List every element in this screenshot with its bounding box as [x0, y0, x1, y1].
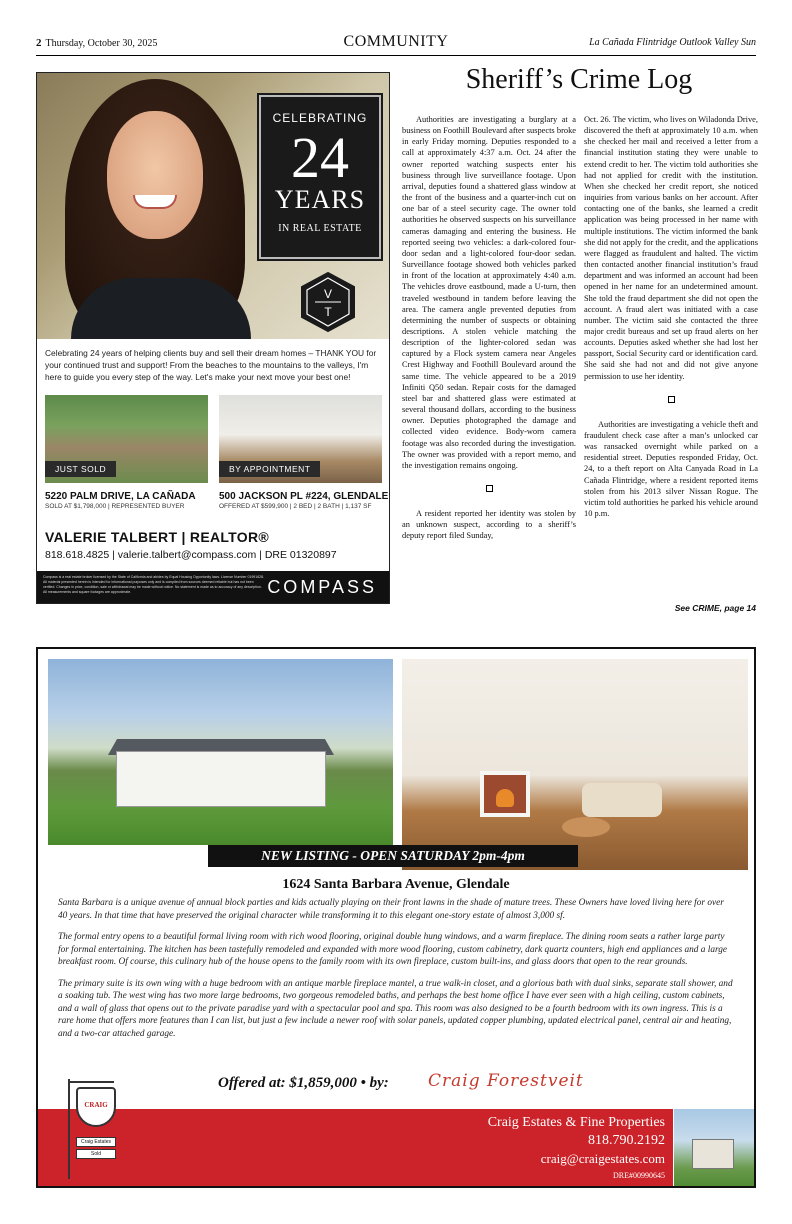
continued-jump: See CRIME, page 14: [674, 603, 756, 613]
section-name: COMMUNITY: [343, 33, 449, 50]
sold-address: 5220 PALM DRIVE, LA CAÑADA: [45, 491, 196, 502]
sign-post: [68, 1079, 70, 1179]
listing-description: [58, 897, 734, 1049]
description-paragraph: Santa Barbara is a unique avenue of annual block parties and kids actually playing on their front lawns in the shade of mature trees. These Owners have loved living here for over 40 years. In that time that have preserved the original character while transforming it to this elegant one-story estate of almost 3,000 sf.: [58, 898, 724, 921]
legal-fine-print: Compass is a real estate broker licensed by the State of California and abides by Equal Housing Opportunity laws. License Number 01991628. All material presented herein is intended for informational purposes only and is compiled from sources deemed reliable but has not been verified. Changes in price, condition, sale or withdrawal may be made without notice. No statement is made as to accuracy of any description. All measurements and square footages are approximate.: [43, 575, 265, 594]
logo-letter-t: T: [324, 305, 332, 319]
agent-contact: 818.618.4825 | valerie.talbert@compass.com | DRE 01320897: [45, 549, 337, 561]
thumbnail-house: [692, 1139, 734, 1169]
agent-name: VALERIE TALBERT | REALTOR®: [45, 529, 269, 545]
company-dre: DRE#00990645: [613, 1171, 665, 1180]
house-thumbnail-photo: [674, 1109, 754, 1188]
living-room-photo: [402, 659, 748, 870]
open-house-banner: NEW LISTING - OPEN SATURDAY 2pm-4pm: [208, 845, 578, 867]
agent-face: [107, 111, 203, 239]
listing-address: 1624 Santa Barbara Avenue, Glendale: [282, 877, 510, 892]
just-sold-tag: JUST SOLD: [45, 461, 116, 477]
compass-footer: [37, 571, 389, 603]
sold-house-photo: [45, 395, 208, 483]
article-column-2: [584, 114, 758, 519]
badge-number: 24: [291, 125, 349, 190]
agent-blurb: Celebrating 24 years of helping clients buy and sell their dream homes – THANK YOU for your continued trust and support! From the beaches to the mountains to the valleys, I'm here to guide you every step of the way. Let's make your next move your best one!: [45, 348, 377, 382]
appointment-address: 500 JACKSON PL #224, GLENDALE: [219, 491, 389, 502]
article-paragraph: Authorities are investigating a burglary at a business on Foothill Boulevard after suspects broke in early Friday morning. Deputies responded to a call at approximately 4:37 a.m. Oct. 24 after the owner reported watching suspects enter his business through live surveillance footage. Upon arrival, deputies found a shattered glass window at the front of the business and a quarter-inch cut on one bar of a steel security cage. The owner told authorities he observed suspects on his surveillance cameras damaging and entering the business. He reported seeing two vehicles: a dark-colored four-door sedan and a light-colored four-door sedan. Surveillance footage showed both vehicles parked in front of the location at approximately 4:40 a.m. The vehicles drove eastbound, made a U-turn, then traveled westbound in tandem before leaving the area. The camera angle prevented deputies from determining the number of suspects or obtaining descriptions. A stolen vehicle matching the description of the lighter-colored sedan was captured by a Flock system camera near Angeles Crest Highway and Foothill Boulevard around the same time. The vehicle appeared to be a 2019 Infiniti Q50 sedan. Repair costs for the damaged steel bar and shattered glass were estimated at several thousand dollars, according to the business owner. Deputies photographed the damage and collected video evidence. Body-worn camera footage was also recorded during the investigation. The owner was provided with a report memo, and the investigation remains ongoing.: [402, 115, 576, 470]
compass-logo: COMPASS: [267, 577, 377, 597]
sofa: [582, 783, 662, 817]
article-paragraph: Authorities are investigating a vehicle theft and fraudulent check case after a man’s unlocked car was ransacked overnight while parked on a residential street. Deputies responded Friday, Oct. 24, to a theft report on Alta Canyada Road in La Cañada Flintridge, where a resident reported items stolen from his 2013 silver Nissan Rogue. The victim told authorities he parked his vehicle around 10 p.m.: [584, 419, 758, 518]
badge-celebrating: CELEBRATING: [272, 111, 368, 125]
article-column-1: [402, 114, 576, 541]
badge-years: YEARS: [274, 185, 366, 214]
house-facade: [116, 751, 326, 807]
section-divider-box: [486, 485, 493, 492]
badge-subtitle: IN REAL ESTATE: [278, 223, 362, 234]
paper-name: La Cañada Flintridge Outlook Valley Sun: [589, 37, 756, 48]
years-badge: [259, 95, 381, 259]
issue-date: Thursday, October 30, 2025: [45, 38, 158, 49]
sold-details: SOLD AT $1,798,000 | REPRESENTED BUYER: [45, 503, 185, 510]
article-paragraph: Oct. 26. The victim, who lives on Wiladonda Drive, discovered the theft at approximately 10 a.m. when she checked her mail and received a letter from a financial institution stating they were unable to extend credit to her. The victim told authorities she had not applied for credit with the institution. When she checked her credit report, she noticed inquiries from various banks on her account. After contacting one of the banks, she learned a credit application was being processed in her name with multiple institutions. The victim informed the bank she did not apply for the credit, and the applications were flagged as fraudulent and halted. The victim then contacted another financial institution’s fraud department and was informed an account had been opened in her name for an undetermined amount. She told the fraud department she did not open the account. A fraud alert was initiated with a case number. The victim said she contacted the three major credit bureaus and set up fraud alerts on her accounts. Deputies asked whether she had lost her passport, Social Security card or identification card. She said she had not and did not give anyone permission to use her identity.: [584, 115, 758, 381]
company-phone: 818.790.2192: [588, 1133, 665, 1148]
house-exterior-photo: [48, 659, 393, 845]
appointment-house-photo: [219, 395, 382, 483]
agent-signature: Craig Forestveit: [428, 1071, 584, 1091]
sign-arm: [68, 1081, 114, 1083]
page-number: 2: [36, 37, 42, 49]
fireplace: [480, 771, 530, 817]
sign-plate: Craig Estates: [76, 1137, 116, 1147]
description-paragraph: The formal entry opens to a beautiful formal living room with rich wood flooring, original double hung windows, and a warm fireplace. The dining room seats a rather large party for formal entertaining. The kitchen has been tastefully remodeled and expanded with more wood flooring, custom cabinetry, dark quartz counters, high end appliances and a large breakfast room. Of course, this culinary hub of the house opens to the family room with its own fireplace, custom built-ins, and glass doors that open to the rear grounds.: [58, 932, 728, 967]
company-email: craig@craigestates.com: [540, 1151, 665, 1166]
appointment-tag: BY APPOINTMENT: [219, 461, 320, 477]
article-title: Sheriff’s Crime Log: [465, 64, 693, 95]
coffee-table: [562, 817, 610, 837]
appointment-details: OFFERED AT $599,900 | 2 BED | 2 BATH | 1,137 SF: [219, 503, 372, 510]
article-paragraph: A resident reported her identity was stolen by an unknown suspect, according to a sheriff’s deputy report filed Sunday,: [402, 509, 576, 541]
logo-letter-v: V: [323, 287, 333, 301]
description-paragraph: The primary suite is its own wing with a huge bedroom with an antique marble fireplace mantel, a true walk-in closet, and a glorious bath with dual sinks, separate stall shower, and a soaking tub. The west wing has two more large bedrooms, two gorgeous remodeled baths, and perhaps the best home office I have ever seen with a high ceiling, custom cabinets, and a wall of glass that opens out to the private paradise yard with a spectacular pool and spa. This room was also designed to be a fourth bedroom with its own ingress. This is a rare home that offers more features than I can list, but just a few include a newer roof with solar panels, updated copper plumbing, updated electrical panel, central air and heating, and a two-car attached garage.: [58, 978, 733, 1039]
company-name: Craig Estates & Fine Properties: [487, 1115, 665, 1130]
craig-shield-logo: CRAIG: [76, 1087, 116, 1127]
listing-ad: [36, 647, 756, 1188]
section-divider-box: [668, 396, 675, 403]
page-header: [36, 34, 756, 56]
sign-sold: Sold: [76, 1149, 116, 1159]
agent-photo: [37, 73, 390, 339]
realtor-ad: [36, 72, 390, 604]
vt-hexagon-logo: [299, 271, 357, 333]
offer-price: Offered at: $1,859,000 • by:: [218, 1075, 389, 1091]
company-banner: [38, 1109, 673, 1188]
